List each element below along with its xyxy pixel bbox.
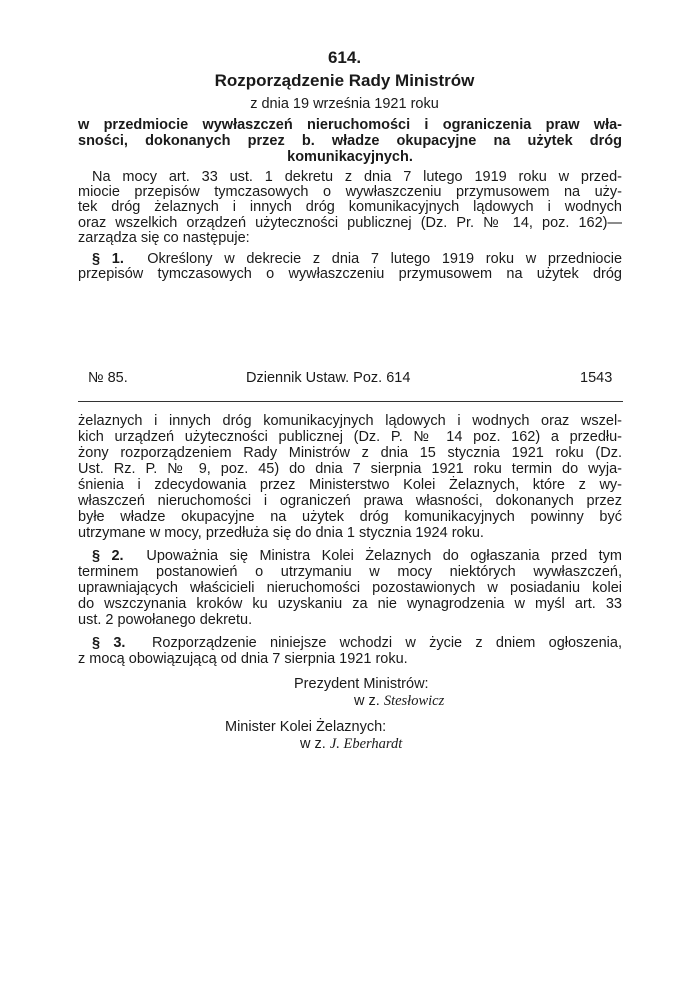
line-text: oraz wszelkich orządzeń użyteczności publicznej (Dz. Pr. № 14, poz. 162)— [78, 215, 622, 231]
line-text: utrzymane w mocy, przedłuża się do dnia 1 stycznia 1924 roku. [78, 525, 484, 541]
subject-line [78, 149, 622, 165]
line-text: ust. 2 powołanego dekretu. [78, 612, 253, 628]
header-rule [78, 401, 623, 402]
section-2-line [78, 564, 622, 580]
section-2-line [92, 548, 622, 564]
line-text: uprawniających właścicieli nieruchomości pozostawionych w posiadaniu kolei [78, 580, 622, 596]
subject-line [78, 117, 622, 133]
preamble-line [78, 230, 622, 246]
preamble-line [78, 184, 622, 200]
minister-signature [300, 736, 402, 753]
line-text: Ust. Rz. P. № 9, poz. 45) do dnia 7 sierpnia 1921 roku termin do wyja- [78, 461, 622, 477]
section-1-continued-line [78, 461, 622, 477]
line-text: Określony w dekrecie z dnia 7 lutego 1919 roku w przedniocie [147, 251, 623, 267]
section-1-continued-line [78, 493, 622, 509]
section-1-continued-line [78, 413, 622, 429]
line-text: zarządza się co następuje: [78, 230, 250, 246]
section-mark: § 2. [92, 548, 124, 564]
line-text: sności, dokonanych przez b. władze okupacyjne na użytek dróg [78, 133, 622, 149]
section-1-continued-line [78, 477, 622, 493]
line-text: żelaznych i innych dróg komunikacyjnych lądowych i wodnych oraz wszel- [78, 413, 622, 429]
section-1-continued-line [78, 509, 622, 525]
line-text: Na mocy art. 33 ust. 1 dekretu z dnia 7 lutego 1919 roku w przed- [92, 169, 622, 185]
line-text: komunikacyjnych. [287, 149, 413, 165]
section-2-line [78, 580, 622, 596]
section-3-line [78, 651, 622, 667]
section-1-continued-line [78, 525, 622, 541]
minister-name: J. Eberhardt [329, 736, 403, 752]
president-name: Stesłowicz [383, 693, 445, 709]
minister-title: Minister Kolei Żelaznych: [225, 719, 387, 735]
line-text: miocie przepisów tymczasowych o wywłaszczeniu przymusowem na uży- [78, 184, 622, 200]
president-signature [354, 693, 444, 710]
line-text: z mocą obowiązującą od dnia 7 sierpnia 1921 roku. [78, 651, 408, 667]
decree-number: 614. [327, 48, 362, 67]
line-text: żony rozporządzeniem Rady Ministrów z dnia 15 stycznia 1921 roku (Dz. [78, 445, 622, 461]
journal-title: Dziennik Ustaw. Poz. 614 [246, 370, 411, 386]
section-2-line [78, 612, 622, 628]
preamble-line [78, 199, 622, 215]
line-text: przepisów tymczasowych o wywłaszczeniu przymusowem na użytek dróg [78, 266, 622, 282]
subject-line [78, 133, 622, 149]
line-text: Rozporządzenie niniejsze wchodzi w życie z dniem ogłoszenia, [151, 635, 622, 651]
section-1-continued-line [78, 429, 622, 445]
line-text: Upoważnia się Ministra Kolei Żelaznych do ogłaszania przed tym [146, 548, 623, 564]
section-2-line [78, 596, 622, 612]
preamble-line [92, 169, 622, 185]
decree-title: Rozporządzenie Rady Ministrów [214, 71, 475, 90]
section-1-continued-line [78, 445, 622, 461]
decree-date: z dnia 19 września 1921 roku [250, 96, 439, 112]
line-text: śnienia i zdecydowania przez Ministerstwo Kolei Żelaznych, które z wy- [78, 477, 622, 493]
line-text: tek dróg żelaznych i innych dróg komunikacyjnych lądowych i wodnych [78, 199, 622, 215]
line-text: do wszczynania kroków ku uzyskaniu za nie wynagrodzenia w myśl art. 33 [78, 596, 622, 612]
section-mark: § 1. [92, 251, 124, 267]
line-text: właszczeń nieruchomości i ograniczeń prawa własności, dokonanych przez [78, 493, 622, 509]
line-text: w przedmiocie wywłaszczeń nieruchomości i ograniczenia praw wła- [78, 117, 622, 133]
line-text: byłe władze okupacyjne na użytek dróg komunikacyjnych powinny być [78, 509, 622, 525]
section-1-line [92, 251, 622, 267]
president-title: Prezydent Ministrów: [294, 676, 429, 692]
preamble-line [78, 215, 622, 231]
section-3-line [92, 635, 622, 651]
line-text: terminem postanowień o utrzymaniu w mocy niektórych wywłaszczeń, [78, 564, 622, 580]
line-text: kich urządzeń użyteczności publicznej (Dz. P. № 14 poz. 162) a przedłu- [78, 429, 622, 445]
minister-prefix: w z. [300, 736, 326, 752]
section-1-line [78, 266, 622, 282]
section-mark: § 3. [92, 635, 126, 651]
president-prefix: w z. [354, 693, 380, 709]
page-number: 1543 [580, 370, 613, 386]
issue-number: № 85. [88, 370, 128, 386]
